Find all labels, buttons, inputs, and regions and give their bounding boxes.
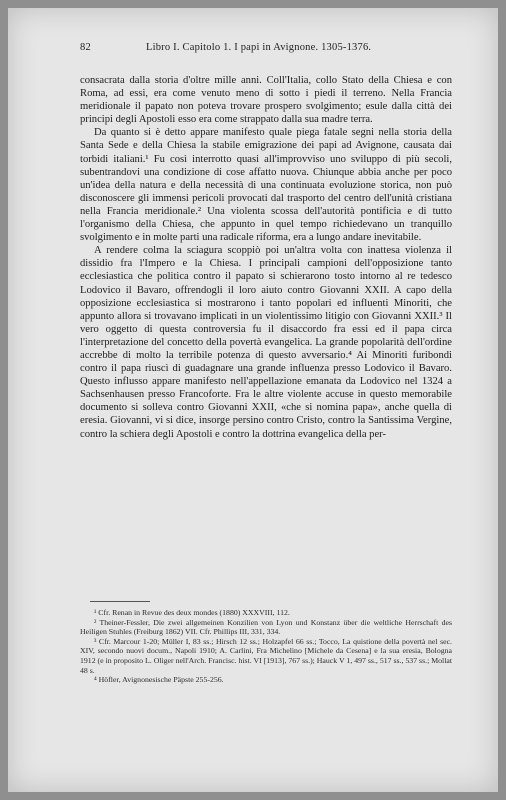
running-title: Libro I. Capitolo 1. I papi in Avignone. 1305-1376.: [146, 42, 372, 53]
paragraph-3: A rendere colma la sciagura scoppiò poi un'altra volta con inattesa violenza il dissidio fra l'Impero e la Chiesa. I principali campioni dell'opposizione tanto ecclesiastica che politica contro il papato si schierarono tosto intorno al re tedesco Lodovico il Bavaro, offrendogli il loro aiuto contro Giovanni XXII. A capo della opposizione ecclesiastica si mostrarono i tanto popolari ed influenti Minoriti, che appunto allora si trovavano implicati in un violentissimo litigio con Giovanni XXII.³ Il vero oggetto di questa controversia fu il disaccordo fra essi ed il papa circa l'interpretazione del concetto della povertà evangelica. La grande popolarità dell'ordine accrebbe di molto la terribile potenza di questo avversario.⁴ Ai Minoriti furibondi contro il papa riuscì di guadagnare una grande influenza presso Lodovico il Bavaro. Questo influsso appare manifesto nell'appellazione emanata da Lodovico nel 1324 a Sachsenhausen presso Francoforte. Fra le altre violente accuse in questo memorabile documento si solleva contro Giovanni XXII, «che si nomina papa», anche quella di eresia. Giovanni, vi si dice, insorge persino contro Cristo, contro la Santissima Vergine, contro la schiera degli Apostoli e contro la dottrina evangelica della per-: [80, 245, 452, 440]
footnote-2: ² Theiner-Fessler, Die zwei allgemeinen Konzilien von Lyon und Konstanz über die weltliche Herrschaft des Heiligen Stuhles (Freiburg 1862) VII. Cfr. Phillips III, 331, 334.: [80, 617, 452, 637]
footnote-1: ¹ Cfr. Renan in Revue des deux mondes (1880) XXXVIII, 112.: [94, 608, 290, 617]
paragraph-2: Da quanto si è detto appare manifesto quale piega fatale segni nella storia della Santa Sede e della Chiesa la stabile emigrazione dei papi ad Avignone, causata dai torbidi italiani.¹ Fu così interrotto quasi all'improvviso uno sviluppo di più secoli, subentrandovi una condizione di cose affatto nuova. Chiunque abbia anche per poco un'idea della natura e della necessità di una continuata evoluzione storica, non può disconoscere gli immensi pericoli provocati dal trasporto del centro dell'unità cristiana nella Francia meridionale.² Una violenta scossa dell'autorità pontificia e di tutto l'organismo della Chiesa, che appunto in quel tempo richiedevano un tranquillo svolgimento e in molte parti una radicale riforma, era a lungo andare inevitabile.: [80, 127, 452, 244]
footnote-3: ³ Cfr. Marcour 1-20; Müller I, 83 ss.; Hirsch 12 ss.; Holzapfel 66 ss.; Tocco, La quistione della povertà nel sec. XIV, secondo nuovi docum., Napoli 1910; A. Carlini, Fra Michelino [Michele da Cesena] e la sua eresia, Bologna 1912 (e in proposito L. Oliger nell'Arch. Francisc. hist. VI [1913], 767 ss.); Hauck V 1, 497 ss., 517 ss., 537 ss.; Mollat 48 s.: [80, 636, 452, 675]
footnote-4: ⁴ Höfler, Avignonesische Päpste 255-256.: [94, 675, 224, 685]
book-page: [8, 8, 498, 792]
footnotes: [80, 608, 452, 685]
footnote-divider: [90, 601, 150, 602]
page-number: 82: [80, 42, 91, 53]
paragraph-1: consacrata dalla storia d'oltre mille anni. Coll'Italia, collo Stato della Chiesa e con Roma, ad essi, era come venuto meno di sotto i piedi il terreno. Nella Francia meridionale il papato non poteva trovare prospero svolgimento; esule dalla città dei principi degli Apostoli esso era come strappato dalla sua madre terra.: [80, 75, 452, 126]
main-text: [80, 74, 452, 441]
